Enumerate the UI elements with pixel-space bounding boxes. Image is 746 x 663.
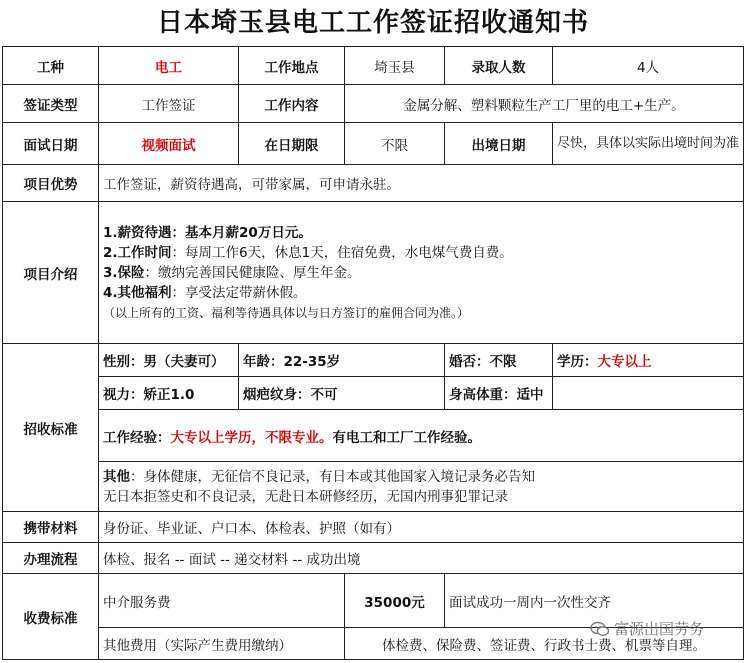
- row-req-4: [3, 462, 744, 512]
- label-requirements: 招收标准: [3, 344, 99, 512]
- value-materials: 身份证、毕业证、户口本、体检表、护照（如有）: [99, 512, 744, 543]
- row-visa-info: [3, 85, 744, 123]
- label-work-content: 工作内容: [239, 85, 345, 123]
- req-gender: 性别：男（夫妻可）: [99, 344, 239, 377]
- req-vision: 视力：矫正1.0: [99, 377, 239, 410]
- intro-item-hours: 2.工作时间：每周工作6天，休息1天，住宿免费，水电煤气费自费。: [103, 244, 513, 261]
- intro-item-salary: 1.薪资待遇：基本月薪20万日元。: [103, 224, 312, 241]
- intro-item-benefits: 4.其他福利：享受法定带薪休假。: [103, 284, 307, 301]
- req-experience: 工作经验：大专以上学历，不限专业。有电工和工厂工作经验。: [99, 410, 744, 462]
- row-process: [3, 543, 744, 574]
- label-interview-date: 面试日期: [3, 123, 99, 165]
- value-stay-period: 不限: [345, 123, 445, 165]
- value-work-location: 埼玉县: [345, 47, 445, 85]
- watermark-text: 富源出国劳务: [614, 620, 705, 638]
- value-interview-date: 视频面试: [99, 123, 239, 165]
- req-other-line1: 其他：身体健康，无征信不良记录，有日本或其他国家入境记录务必告知: [103, 468, 535, 485]
- label-process: 办理流程: [3, 543, 99, 574]
- req-other: [99, 462, 744, 512]
- value-headcount: 4人: [553, 47, 744, 85]
- value-job-type: 电工: [99, 47, 239, 85]
- notice-table: [2, 46, 744, 660]
- fee-agency-note: 面试成功一周内一次性交齐: [445, 574, 744, 628]
- req-height-weight: 身高体重：适中: [445, 377, 553, 410]
- value-advantage: 工作签证，薪资待遇高，可带家属，可申请永驻。: [99, 165, 744, 202]
- watermark: [590, 618, 704, 639]
- row-req-1: [3, 344, 744, 377]
- req-education: 学历：大专以上: [553, 344, 744, 377]
- label-intro: 项目介绍: [3, 202, 99, 344]
- value-departure-date: 尽快，具体以实际出境时间为准: [553, 123, 744, 165]
- label-materials: 携带材料: [3, 512, 99, 543]
- row-dates: [3, 123, 744, 165]
- req-other-line2: 无日本拒签史和不良记录，无赴日本研修经历，无国内刑事犯罪记录: [103, 488, 508, 505]
- label-stay-period: 在日期限: [239, 123, 345, 165]
- label-job-type: 工种: [3, 47, 99, 85]
- intro-list: [99, 202, 744, 344]
- fee-other-note: 体检费、保险费、签证费、行政书士费、机票等自理。: [345, 628, 744, 660]
- fee-other-label: 其他费用（实际产生费用缴纳）: [99, 628, 345, 660]
- intro-note: （以上所有的工资、福利等待遇具体以与日方签订的雇佣合同为准。）: [103, 305, 470, 320]
- label-advantage: 项目优势: [3, 165, 99, 202]
- label-visa-type: 签证类型: [3, 85, 99, 123]
- row-intro: [3, 202, 744, 344]
- value-work-content: 金属分解、塑料颗粒生产工厂里的电工+生产。: [345, 85, 744, 123]
- wechat-icon: [590, 621, 610, 637]
- row-req-2: [3, 377, 744, 410]
- row-req-3: [3, 410, 744, 462]
- label-headcount: 录取人数: [445, 47, 553, 85]
- value-visa-type: 工作签证: [99, 85, 239, 123]
- value-process: 体检、报名 -- 面试 -- 递交材料 -- 成功出境: [99, 543, 744, 574]
- label-fees: 收费标准: [3, 574, 99, 660]
- req-marital: 婚否：不限: [445, 344, 553, 377]
- fee-agency-amount: 35000元: [345, 574, 445, 628]
- row-job-info: [3, 47, 744, 85]
- label-work-location: 工作地点: [239, 47, 345, 85]
- intro-item-insurance: 3.保险：缴纳完善国民健康险、厚生年金。: [103, 264, 361, 281]
- document-title: 日本埼玉县电工工作签证招收通知书: [156, 8, 589, 38]
- req-tattoo: 烟疤纹身：不可: [239, 377, 445, 410]
- row-materials: [3, 512, 744, 543]
- row-advantage: [3, 165, 744, 202]
- req-empty-cell: [553, 377, 744, 410]
- label-departure-date: 出境日期: [445, 123, 553, 165]
- fee-agency-label: 中介服务费: [99, 574, 345, 628]
- req-age: 年龄：22-35岁: [239, 344, 445, 377]
